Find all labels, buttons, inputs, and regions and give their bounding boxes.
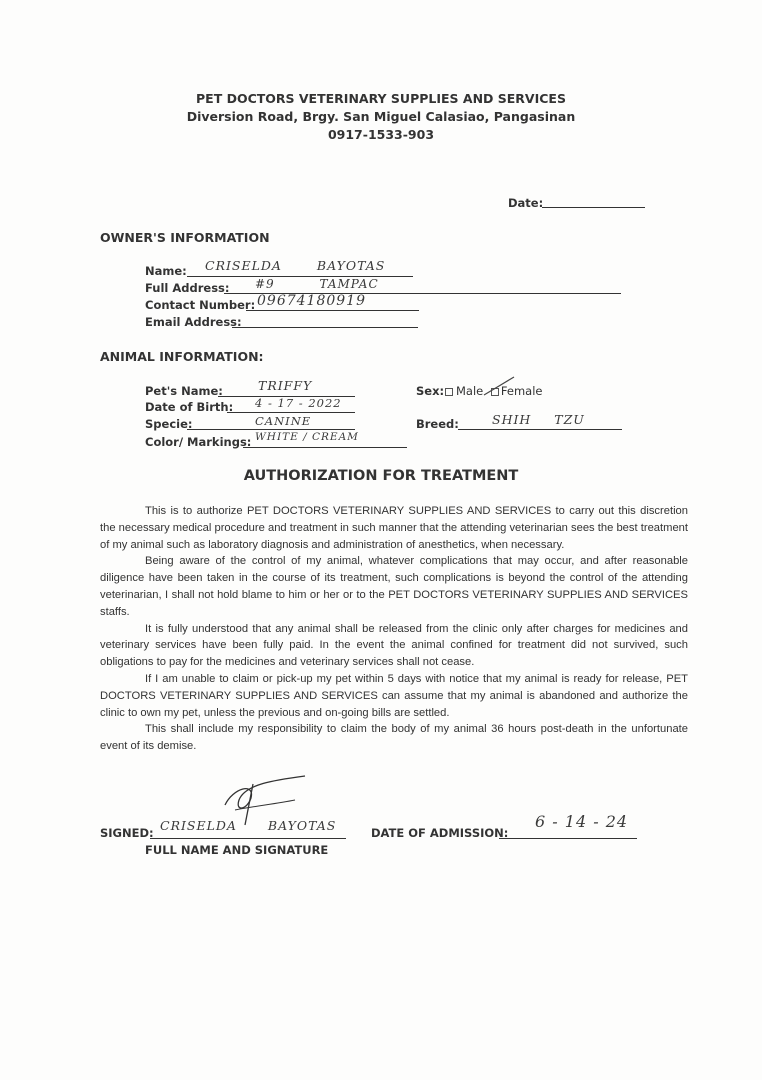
authorization-paragraph: Being aware of the control of my animal, whatever complications that may occur, and after reasonable diligence have been taken in the course of its treatment, such complications is beyond the control of the attending veterinarian, I shall not hold blame to him or her or to the PET DOCTORS VETERINARY SUPPLIES AND SERVICES staffs. (100, 555, 688, 618)
owner-contact-value: 09674180919 (257, 293, 366, 309)
pet-name-value: TRIFFY (258, 378, 313, 393)
company-phone: 0917-1533-903 (327, 127, 435, 142)
specie-value: CANINE (255, 414, 312, 428)
owner-contact-label: Contact Number: (145, 298, 256, 312)
owner-section-title: OWNER'S INFORMATION (100, 230, 270, 245)
signature-field[interactable] (150, 838, 346, 839)
owner-contact-field[interactable] (246, 310, 419, 311)
owner-email-label: Email Address: (145, 315, 242, 329)
color-field[interactable] (243, 447, 407, 448)
signed-label: SIGNED: (100, 826, 154, 840)
male-checkbox[interactable] (445, 388, 453, 396)
authorization-paragraph: It is fully understood that any animal shall be released from the clinic only after charges for medicines and veterinary services have been fully paid. In the event the animal confined for treatment did not survived, such obligations to pay for the medicines and veterinary services shall not cease. (100, 622, 688, 669)
admission-date-value: 6 - 14 - 24 (535, 812, 629, 831)
female-option-label: Female (500, 384, 543, 398)
authorization-title: AUTHORIZATION FOR TREATMENT (243, 468, 519, 484)
owner-email-field[interactable] (232, 327, 418, 328)
owner-name-label: Name: (145, 264, 187, 278)
breed-field[interactable] (458, 429, 622, 430)
animal-section-title: ANIMAL INFORMATION: (100, 349, 264, 364)
date-field[interactable] (542, 207, 645, 208)
breed-label: Breed: (416, 417, 459, 431)
owner-address-label: Full Address: (145, 281, 230, 295)
authorization-paragraph: This is to authorize PET DOCTORS VETERINARY SUPPLIES AND SERVICES to carry out this discretion the necessary medical procedure and treatment in such manner that the attending veterinarian sees the best treatment of my animal such as laboratory diagnosis and administration of anesthetics, when necessary. (100, 505, 688, 551)
color-label: Color/ Markings: (145, 435, 252, 449)
signed-value: CRISELDA BAYOTAS (160, 818, 337, 833)
admission-date-label: DATE OF ADMISSION: (371, 826, 509, 840)
color-value: WHITE / CREAM (255, 431, 359, 443)
authorization-body (100, 503, 688, 755)
female-check-mark (480, 375, 520, 401)
company-name: PET DOCTORS VETERINARY SUPPLIES AND SERVICES (196, 91, 566, 106)
male-option-label: Male (456, 384, 484, 398)
dob-value: 4 - 17 - 2022 (255, 396, 342, 410)
dob-field[interactable] (227, 412, 355, 413)
signature-caption: FULL NAME AND SIGNATURE (145, 843, 329, 857)
admission-date-field[interactable] (499, 838, 637, 839)
owner-address-value: #9 TAMPAC (255, 277, 379, 291)
authorization-paragraph: This shall include my responsibility to claim the body of my animal 36 hours post-death in the unfortunate event of its demise. (100, 723, 688, 753)
date-label: Date: (508, 196, 544, 210)
breed-value: SHIH TZU (492, 412, 585, 427)
owner-name-value: CRISELDA BAYOTAS (205, 258, 386, 273)
pet-name-label: Pet's Name: (145, 384, 223, 398)
company-address: Diversion Road, Brgy. San Miguel Calasiao, Pangasinan (186, 109, 576, 124)
specie-label: Specie: (145, 417, 193, 431)
specie-field[interactable] (187, 429, 355, 430)
dob-label: Date of Birth: (145, 400, 234, 414)
sex-label: Sex: (416, 384, 445, 398)
authorization-paragraph: If I am unable to claim or pick-up my pet within 5 days with notice that my animal is ready for release, PET DOCTORS VETERINARY SUPPLIES AND SERVICES can assume that my animal is abandoned and authorize the clinic to own my pet, unless the previous and on-going bills are settled. (100, 672, 688, 719)
